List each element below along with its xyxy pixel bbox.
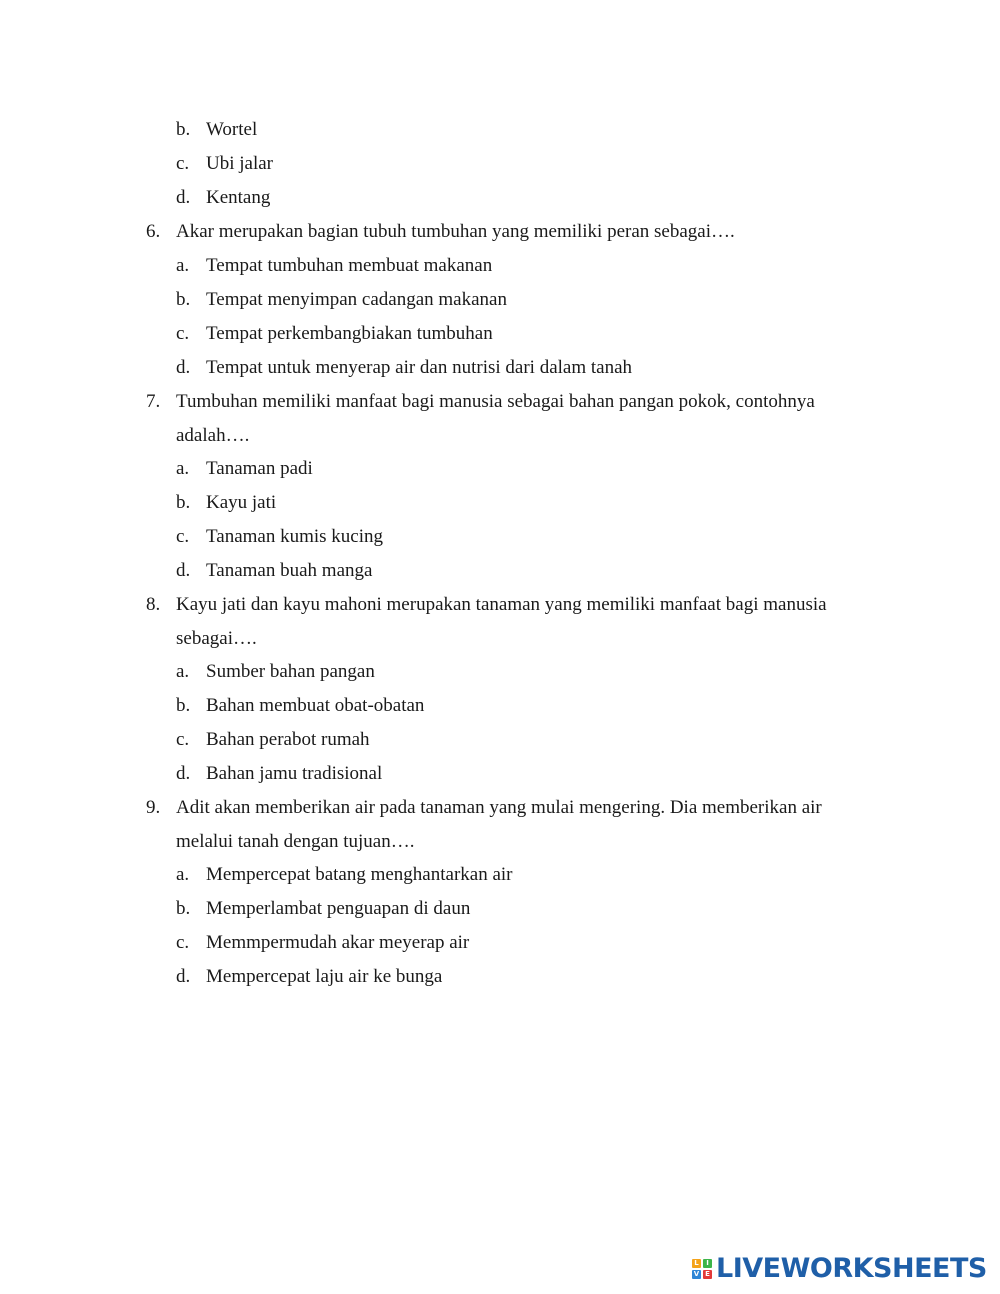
question-number: 7.: [146, 391, 161, 412]
option-text: Tanaman kumis kucing: [206, 526, 384, 547]
option-text: Sumber bahan pangan: [206, 661, 375, 682]
option-text: Kentang: [206, 187, 271, 208]
option-marker: c.: [176, 729, 190, 750]
option-marker: b.: [176, 289, 191, 310]
option-text: Tanaman padi: [206, 458, 313, 479]
option-marker: a.: [176, 864, 190, 885]
option-text: Mempercepat batang menghantarkan air: [206, 864, 513, 885]
option-marker: d.: [176, 187, 191, 208]
logo-square-e: E: [703, 1270, 712, 1279]
logo-square-v: V: [693, 1270, 700, 1278]
option-marker: a.: [176, 661, 190, 682]
question-text: Akar merupakan bagian tubuh tumbuhan yang memiliki peran sebagai….: [176, 221, 735, 242]
option-marker: c.: [176, 526, 190, 547]
option-marker: d.: [176, 763, 191, 784]
option-marker: b.: [176, 695, 191, 716]
question-number: 9.: [146, 797, 161, 818]
option-marker: a.: [176, 255, 190, 276]
option-marker: b.: [176, 492, 191, 513]
option-marker: d.: [176, 357, 191, 378]
question-9-continuation: melalui tanah dengan tujuan….: [176, 831, 415, 852]
option-text: Tempat menyimpan cadangan makanan: [206, 289, 507, 310]
option-marker: b.: [176, 119, 191, 140]
option-text: Mempercepat laju air ke bunga: [206, 966, 443, 987]
liveworksheets-logo: [692, 1254, 987, 1284]
logo-square-i: I: [703, 1259, 712, 1268]
question-number: 8.: [146, 594, 161, 615]
option-marker: d.: [176, 966, 191, 987]
question-7-continuation: adalah….: [176, 425, 250, 446]
option-marker: c.: [176, 932, 190, 953]
option-text: Wortel: [206, 119, 258, 140]
logo-wordmark: LIVEWORKSHEETS: [716, 1253, 987, 1284]
option-marker: c.: [176, 153, 190, 174]
option-text: Bahan jamu tradisional: [206, 763, 383, 784]
question-text: Adit akan memberikan air pada tanaman yang mulai mengering. Dia memberikan air: [176, 797, 822, 818]
option-text: Memperlambat penguapan di daun: [206, 898, 471, 919]
option-text: Tempat perkembangbiakan tumbuhan: [206, 323, 493, 344]
option-text: Bahan perabot rumah: [206, 729, 370, 750]
option-marker: b.: [176, 898, 191, 919]
option-text: Tempat tumbuhan membuat makanan: [206, 255, 493, 276]
option-text: Tanaman buah manga: [206, 560, 373, 581]
question-text: Kayu jati dan kayu mahoni merupakan tanaman yang memiliki manfaat bagi manusia: [176, 594, 827, 615]
logo-square-l: L: [692, 1259, 701, 1268]
question-text: Tumbuhan memiliki manfaat bagi manusia sebagai bahan pangan pokok, contohnya: [176, 391, 815, 412]
question-number: 6.: [146, 221, 161, 242]
option-marker: d.: [176, 560, 191, 581]
option-text: Bahan membuat obat-obatan: [206, 695, 425, 716]
option-text: Tempat untuk menyerap air dan nutrisi dari dalam tanah: [206, 357, 633, 378]
option-marker: c.: [176, 323, 190, 344]
logo-mark-icon: [692, 1259, 712, 1279]
option-text: Kayu jati: [206, 492, 277, 513]
question-8-continuation: sebagai….: [176, 628, 257, 649]
option-marker: a.: [176, 458, 190, 479]
option-text: Ubi jalar: [206, 153, 274, 174]
option-text: Memmpermudah akar meyerap air: [206, 932, 470, 953]
